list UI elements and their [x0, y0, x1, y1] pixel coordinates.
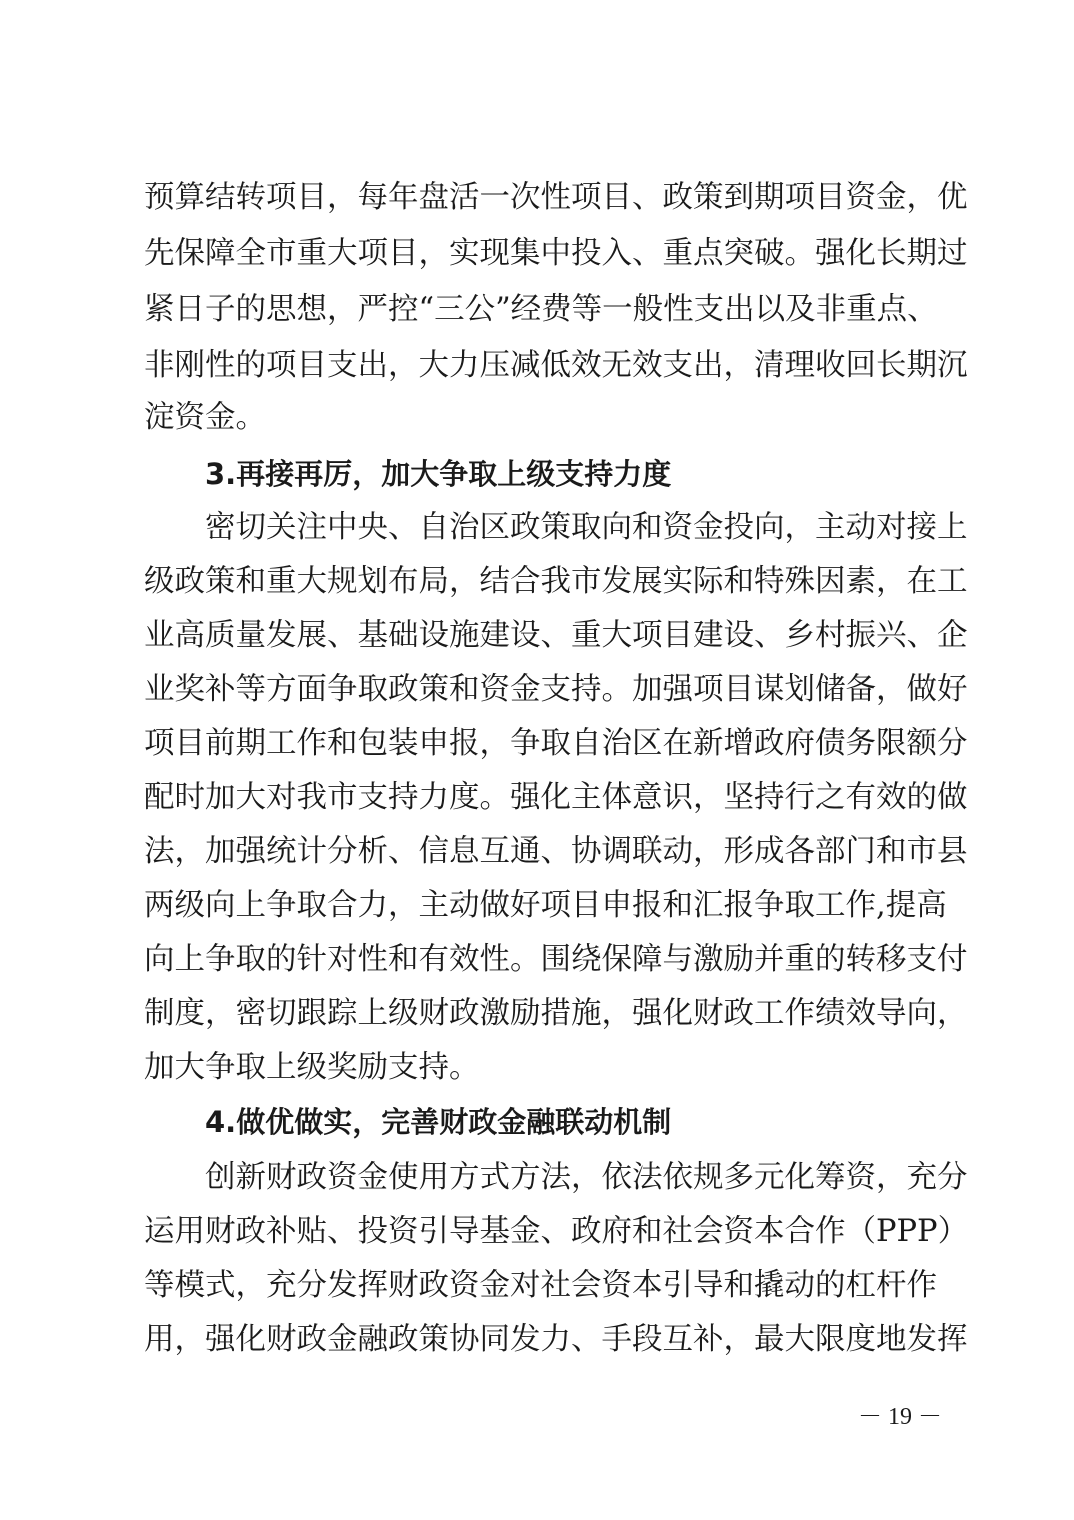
paragraph-first-line: 密切关注中央、自治区政策取向和资金投向，主动对接上 — [205, 510, 968, 545]
page-number: － 19 － — [858, 1404, 942, 1430]
text-line: 非刚性的项目支出，大力压减低效无效支出，清理收回长期沉 — [144, 348, 968, 383]
section-heading-4: 4.做优做实，完善财政金融联动机制 — [205, 1105, 672, 1139]
paragraph-first-line: 创新财政资金使用方式方法，依法依规多元化筹资，充分 — [205, 1160, 968, 1195]
text-line: 业高质量发展、基础设施建设、重大项目建设、乡村振兴、企 — [144, 618, 968, 653]
text-line: 业奖补等方面争取政策和资金支持。加强项目谋划储备，做好 — [144, 672, 968, 707]
text-line: 等模式，充分发挥财政资金对社会资本引导和撬动的杠杆作 — [144, 1268, 937, 1303]
text-line: 运用财政补贴、投资引导基金、政府和社会资本合作（PPP） — [144, 1214, 969, 1249]
text-line: 用，强化财政金融政策协同发力、手段互补，最大限度地发挥 — [144, 1322, 968, 1357]
text-line: 制度，密切跟踪上级财政激励措施，强化财政工作绩效导向， — [144, 996, 968, 1031]
text-line: 配时加大对我市支持力度。强化主体意识，坚持行之有效的做 — [144, 780, 968, 815]
text-line: 紧日子的思想，严控“三公”经费等一般性支出以及非重点、 — [144, 292, 938, 327]
text-line: 加大争取上级奖励支持。 — [144, 1050, 480, 1085]
text-line: 淀资金。 — [144, 400, 266, 435]
text-line: 项目前期工作和包装申报，争取自治区在新增政府债务限额分 — [144, 726, 968, 761]
text-line: 法，加强统计分析、信息互通、协调联动，形成各部门和市县 — [144, 834, 968, 869]
section-heading-3: 3.再接再厉，加大争取上级支持力度 — [205, 457, 672, 491]
text-line: 级政策和重大规划布局，结合我市发展实际和特殊因素，在工 — [144, 564, 968, 599]
text-line: 向上争取的针对性和有效性。围绕保障与激励并重的转移支付 — [144, 942, 968, 977]
text-line: 两级向上争取合力，主动做好项目申报和汇报争取工作,提高 — [144, 888, 947, 923]
text-line: 预算结转项目，每年盘活一次性项目、政策到期项目资金，优 — [144, 180, 968, 215]
text-line: 先保障全市重大项目，实现集中投入、重点突破。强化长期过 — [144, 236, 968, 271]
